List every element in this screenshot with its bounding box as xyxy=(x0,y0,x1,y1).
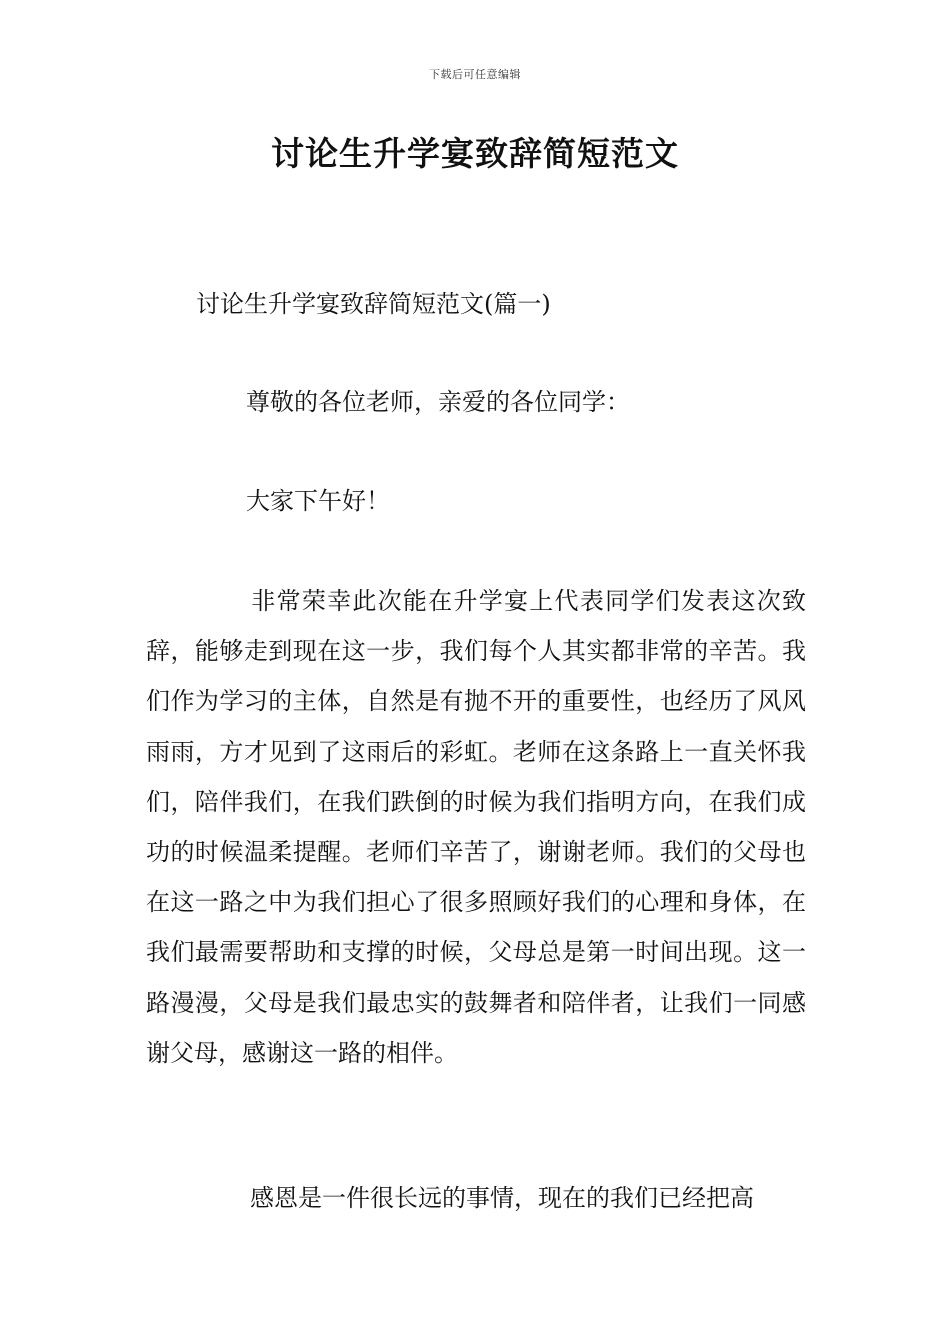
section-heading: 讨论生升学宴致辞简短范文(篇一) xyxy=(196,290,551,318)
greeting: 大家下午好！ xyxy=(246,487,390,515)
paragraph-text: 非常荣幸此次能在升学宴上代表同学们发表这次致辞，能够走到现在这一步，我们每个人其实都非常的辛苦。我们作为学习的主体，自然是有抛不开的重要性，也经历了风风雨雨，方才见到了这雨后的彩虹。老师在这条路上一直关怀我们，陪伴我们，在我们跌倒的时候为我们指明方向，在我们成功的时候温柔提醒。老师们辛苦了，谢谢老师。我们的父母也在这一路之中为我们担心了很多照顾好我们的心理和身体，在我们最需要帮助和支撑的时候，父母总是第一时间出现。这一路漫漫，父母是我们最忠实的鼓舞者和陪伴者，让我们一同感谢父母，感谢这一路的相伴。 xyxy=(146,587,806,1067)
body-paragraph-1 xyxy=(146,576,806,1078)
salutation: 尊敬的各位老师，亲爱的各位同学： xyxy=(246,388,630,416)
body-paragraph-2 xyxy=(146,1173,806,1223)
document-title: 讨论生升学宴致辞简短范文 xyxy=(271,134,679,173)
paragraph-text: 感恩是一件很长远的事情，现在的我们已经把高 xyxy=(250,1184,754,1212)
header-note: 下载后可任意编辑 xyxy=(429,68,521,81)
